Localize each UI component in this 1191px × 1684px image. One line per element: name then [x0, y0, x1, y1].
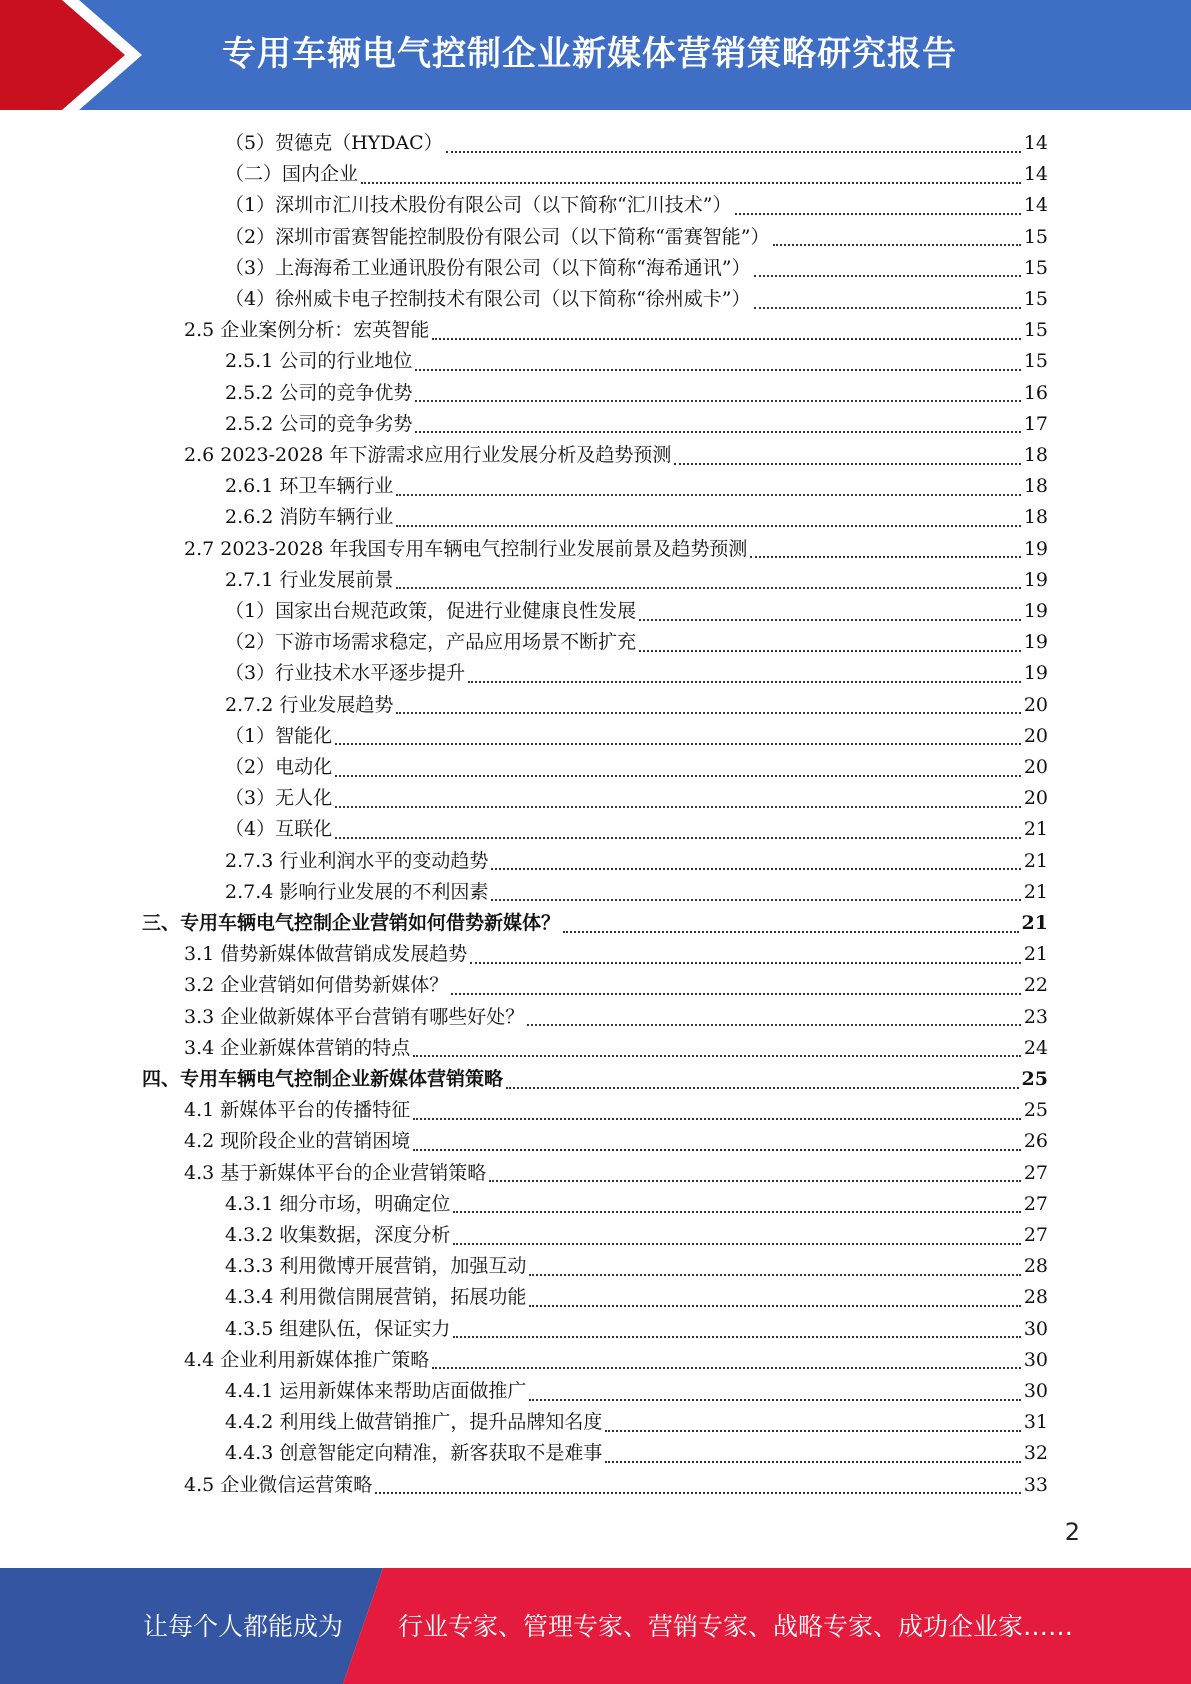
toc-entry-page: 19	[1023, 568, 1048, 591]
toc-entry-title: （3）无人化	[225, 787, 333, 810]
toc-entry-page: 32	[1023, 1442, 1048, 1465]
toc-entry-page: 27	[1023, 1224, 1048, 1246]
page-footer	[0, 1568, 1191, 1684]
page-number: 2	[1064, 1518, 1080, 1546]
toc-entry-page: 20	[1023, 787, 1048, 810]
toc-entry-title: 2.5 企业案例分析：宏英智能	[184, 319, 430, 342]
toc-entry[interactable]	[142, 908, 1048, 939]
footer-slogan-left: 让每个人都能成为	[143, 1612, 344, 1641]
toc-entry[interactable]	[225, 565, 1048, 596]
toc-entry-title: 4.4.3 创意智能定向精准，新客获取不是难事	[225, 1442, 603, 1465]
toc-dot-leader	[563, 931, 1019, 933]
toc-entry-title: （3）上海海希工业通讯股份有限公司（以下简称“海希通讯”）	[225, 256, 751, 279]
toc-entry-page: 18	[1023, 475, 1048, 498]
toc-entry-title: 2.7 2023-2028 年我国专用车辆电气控制行业发展前景及趋势预测	[184, 537, 748, 560]
toc-entry-title: 4.4 企业利用新媒体推广策略	[184, 1348, 430, 1371]
toc-entry[interactable]	[225, 1376, 1048, 1407]
toc-entry-page: 25	[1021, 1068, 1048, 1090]
toc-entry[interactable]	[225, 284, 1048, 315]
toc-entry-title: （5）贺德克（HYDAC）	[225, 132, 443, 154]
toc-entry-title: 三、专用车辆电气控制企业营销如何借势新媒体？	[142, 912, 561, 934]
toc-dot-leader	[413, 1055, 1021, 1057]
toc-dot-leader	[396, 587, 1020, 589]
toc-dot-leader	[674, 463, 1020, 465]
toc-dot-leader	[335, 806, 1021, 808]
toc-dot-leader	[415, 431, 1020, 433]
toc-entry[interactable]	[225, 128, 1048, 159]
toc-entry-page: 21	[1023, 849, 1048, 872]
toc-entry-page: 14	[1023, 132, 1048, 154]
toc-entry-title: （1）深圳市汇川技术股份有限公司（以下简称“汇川技术”）	[225, 194, 732, 217]
toc-dot-leader	[605, 1461, 1020, 1463]
toc-entry[interactable]	[225, 814, 1048, 845]
toc-entry[interactable]	[225, 1220, 1048, 1251]
toc-dot-leader	[639, 650, 1021, 652]
toc-entry-title: 4.3.1 细分市场，明确定位	[225, 1192, 451, 1215]
toc-entry[interactable]	[225, 783, 1048, 814]
toc-dot-leader	[750, 556, 1020, 558]
toc-entry[interactable]	[184, 939, 1048, 970]
toc-entry-page: 30	[1023, 1348, 1048, 1371]
toc-entry-title: 4.5 企业微信运营策略	[184, 1473, 373, 1496]
toc-entry-page: 19	[1023, 662, 1048, 685]
toc-entry-page: 27	[1023, 1192, 1048, 1215]
toc-entry-page: 17	[1023, 412, 1048, 435]
toc-dot-leader	[529, 1305, 1020, 1307]
toc-entry-page: 14	[1023, 194, 1048, 217]
toc-entry-title: 4.3.5 组建队伍，保证实力	[225, 1317, 451, 1340]
toc-dot-leader	[453, 1336, 1020, 1338]
toc-dot-leader	[396, 712, 1020, 714]
toc-entry[interactable]	[225, 471, 1048, 502]
toc-dot-leader	[432, 1367, 1021, 1369]
toc-dot-leader	[491, 868, 1020, 870]
toc-entry-title: 四、专用车辆电气控制企业新媒体营销策略	[142, 1068, 504, 1090]
toc-dot-leader	[470, 962, 1021, 964]
toc-dot-leader	[432, 338, 1021, 340]
toc-entry-page: 19	[1023, 600, 1048, 622]
toc-entry-title: （2）下游市场需求稳定，产品应用场景不断扩充	[225, 631, 637, 654]
toc-entry-page: 28	[1023, 1255, 1048, 1278]
toc-entry-page: 14	[1023, 163, 1048, 186]
toc-entry[interactable]	[225, 1251, 1048, 1282]
toc-dot-leader	[639, 619, 1021, 621]
toc-entry-title: 3.1 借势新媒体做营销成发展趋势	[184, 943, 468, 966]
toc-entry-title: 2.6.1 环卫车辆行业	[225, 475, 394, 498]
toc-entry-page: 15	[1023, 225, 1048, 248]
toc-entry-page: 33	[1023, 1473, 1048, 1496]
toc-dot-leader	[527, 1024, 1021, 1026]
toc-dot-leader	[335, 775, 1021, 777]
toc-entry-page: 21	[1023, 818, 1048, 841]
toc-entry[interactable]	[225, 627, 1048, 658]
toc-entry-page: 15	[1023, 319, 1048, 342]
toc-entry-title: 2.6.2 消防车辆行业	[225, 506, 394, 529]
toc-entry-page: 15	[1023, 350, 1048, 373]
toc-entry-title: 2.6 2023-2028 年下游需求应用行业发展分析及趋势预测	[184, 444, 672, 466]
toc-entry-page: 20	[1023, 693, 1048, 716]
toc-entry[interactable]	[225, 1438, 1048, 1469]
toc-entry-title: （1）智能化	[225, 724, 333, 747]
toc-entry-title: （1）国家出台规范政策，促进行业健康良性发展	[225, 600, 637, 622]
toc-entry-page: 18	[1023, 444, 1048, 466]
toc-entry[interactable]	[225, 846, 1048, 877]
toc-entry[interactable]	[225, 159, 1048, 190]
toc-entry-page: 19	[1023, 631, 1048, 654]
toc-entry[interactable]	[225, 1282, 1048, 1313]
toc-entry[interactable]	[225, 378, 1048, 409]
toc-dot-leader	[413, 1149, 1021, 1151]
toc-entry-title: （2）电动化	[225, 756, 333, 778]
toc-entry-page: 28	[1023, 1286, 1048, 1309]
toc-entry-title: 2.5.2 公司的竞争劣势	[225, 412, 413, 435]
toc-entry-page: 21	[1021, 912, 1048, 934]
toc-entry[interactable]	[225, 877, 1048, 908]
toc-dot-leader	[529, 1399, 1020, 1401]
toc-entry-title: （二）国内企业	[225, 163, 359, 186]
toc-dot-leader	[446, 151, 1021, 153]
toc-entry[interactable]	[225, 596, 1048, 627]
toc-entry-title: 3.2 企业营销如何借势新媒体？	[184, 974, 449, 997]
toc-dot-leader	[396, 525, 1020, 527]
toc-entry-title: （4）互联化	[225, 818, 333, 841]
report-title: 专用车辆电气控制企业新媒体营销策略研究报告	[222, 34, 957, 74]
toc-dot-leader	[413, 1118, 1021, 1120]
toc-dot-leader	[451, 993, 1021, 995]
toc-dot-leader	[468, 681, 1021, 683]
toc-entry-page: 21	[1023, 943, 1048, 966]
toc-entry[interactable]	[184, 534, 1048, 565]
toc-entry[interactable]	[142, 1064, 1048, 1095]
toc-entry[interactable]	[225, 253, 1048, 284]
toc-entry-title: 2.7.3 行业利润水平的变动趋势	[225, 849, 489, 872]
toc-entry[interactable]	[184, 1095, 1048, 1126]
toc-entry-page: 27	[1023, 1161, 1048, 1184]
toc-entry[interactable]	[225, 690, 1048, 721]
toc-entry[interactable]	[184, 1002, 1048, 1033]
toc-dot-leader	[754, 307, 1021, 309]
toc-entry-page: 31	[1023, 1411, 1048, 1434]
toc-entry[interactable]	[225, 658, 1048, 689]
toc-dot-leader	[773, 244, 1021, 246]
toc-entry[interactable]	[225, 502, 1048, 533]
toc-entry-page: 20	[1023, 756, 1048, 778]
header-chevron-graphic	[0, 0, 160, 110]
toc-dot-leader	[335, 743, 1021, 745]
toc-entry-title: 4.3.4 利用微信開展营销，拓展功能	[225, 1286, 527, 1309]
toc-entry-title: 2.7.2 行业发展趋势	[225, 693, 394, 716]
toc-entry-page: 19	[1023, 537, 1048, 560]
toc-entry-title: 3.4 企业新媒体营销的特点	[184, 1036, 411, 1059]
toc-entry-page: 18	[1023, 506, 1048, 529]
toc-entry-page: 25	[1023, 1099, 1048, 1122]
toc-entry[interactable]	[225, 346, 1048, 377]
toc-entry-title: 2.7.1 行业发展前景	[225, 568, 394, 591]
toc-dot-leader	[605, 1430, 1020, 1432]
toc-entry-page: 23	[1023, 1005, 1048, 1028]
toc-entry[interactable]	[184, 1345, 1048, 1376]
toc-entry-page: 15	[1023, 256, 1048, 279]
toc-entry-page: 24	[1023, 1036, 1048, 1059]
toc-dot-leader	[453, 1211, 1020, 1213]
toc-entry[interactable]	[225, 752, 1048, 783]
toc-entry-page: 15	[1023, 288, 1048, 310]
toc-dot-leader	[415, 400, 1020, 402]
toc-entry-page: 30	[1023, 1380, 1048, 1402]
toc-entry-page: 22	[1023, 974, 1048, 997]
toc-entry-page: 26	[1023, 1130, 1048, 1153]
toc-dot-leader	[415, 369, 1020, 371]
toc-entry[interactable]	[225, 1407, 1048, 1438]
toc-entry[interactable]	[225, 190, 1048, 221]
toc-dot-leader	[361, 182, 1021, 184]
toc-dot-leader	[735, 213, 1021, 215]
toc-dot-leader	[491, 899, 1020, 901]
toc-entry-title: 2.7.4 影响行业发展的不利因素	[225, 880, 489, 903]
toc-entry-title: 2.5.1 公司的行业地位	[225, 350, 413, 373]
toc-entry-page: 30	[1023, 1317, 1048, 1340]
toc-entry[interactable]	[184, 1158, 1048, 1189]
toc-entry-page: 20	[1023, 724, 1048, 747]
toc-entry[interactable]	[184, 1033, 1048, 1064]
toc-entry-title: （2）深圳市雷赛智能控制股份有限公司（以下简称“雷赛智能”）	[225, 225, 770, 248]
page-header	[0, 0, 1191, 110]
toc-entry[interactable]	[225, 721, 1048, 752]
toc-entry[interactable]	[225, 1314, 1048, 1345]
toc-dot-leader	[529, 1274, 1020, 1276]
toc-entry[interactable]	[184, 315, 1048, 346]
toc-dot-leader	[489, 1180, 1021, 1182]
toc-entry-title: 4.3.3 利用微博开展营销，加强互动	[225, 1255, 527, 1278]
toc-entry[interactable]	[184, 440, 1048, 471]
toc-dot-leader	[754, 275, 1021, 277]
toc-dot-leader	[375, 1492, 1021, 1494]
toc-entry-page: 21	[1023, 880, 1048, 903]
toc-entry[interactable]	[225, 1189, 1048, 1220]
toc-entry[interactable]	[225, 409, 1048, 440]
footer-slogan-right: 行业专家、管理专家、营销专家、战略专家、成功企业家……	[398, 1612, 1074, 1641]
toc-entry-page: 16	[1023, 381, 1048, 404]
toc-dot-leader	[506, 1087, 1019, 1089]
toc-entry-title: 3.3 企业做新媒体平台营销有哪些好处？	[184, 1005, 525, 1028]
toc-entry-title: 4.3.2 收集数据，深度分析	[225, 1224, 451, 1246]
toc-dot-leader	[453, 1243, 1020, 1245]
toc-entry-title: 4.4.1 运用新媒体来帮助店面做推广	[225, 1380, 527, 1402]
toc-entry[interactable]	[184, 1126, 1048, 1157]
toc-entry[interactable]	[184, 970, 1048, 1001]
toc-entry[interactable]	[225, 222, 1048, 253]
toc-entry-title: 2.5.2 公司的竞争优势	[225, 381, 413, 404]
toc-entry-title: （3）行业技术水平逐步提升	[225, 662, 466, 685]
toc-entry-title: 4.4.2 利用线上做营销推广，提升品牌知名度	[225, 1411, 603, 1434]
toc-dot-leader	[396, 494, 1020, 496]
toc-entry-title: 4.3 基于新媒体平台的企业营销策略	[184, 1161, 487, 1184]
toc-dot-leader	[335, 837, 1021, 839]
toc-entry-title: （4）徐州威卡电子控制技术有限公司（以下简称“徐州威卡”）	[225, 288, 751, 310]
toc-entry[interactable]	[184, 1470, 1048, 1501]
toc-entry-title: 4.1 新媒体平台的传播特征	[184, 1099, 411, 1122]
toc-entry-title: 4.2 现阶段企业的营销困境	[184, 1130, 411, 1153]
